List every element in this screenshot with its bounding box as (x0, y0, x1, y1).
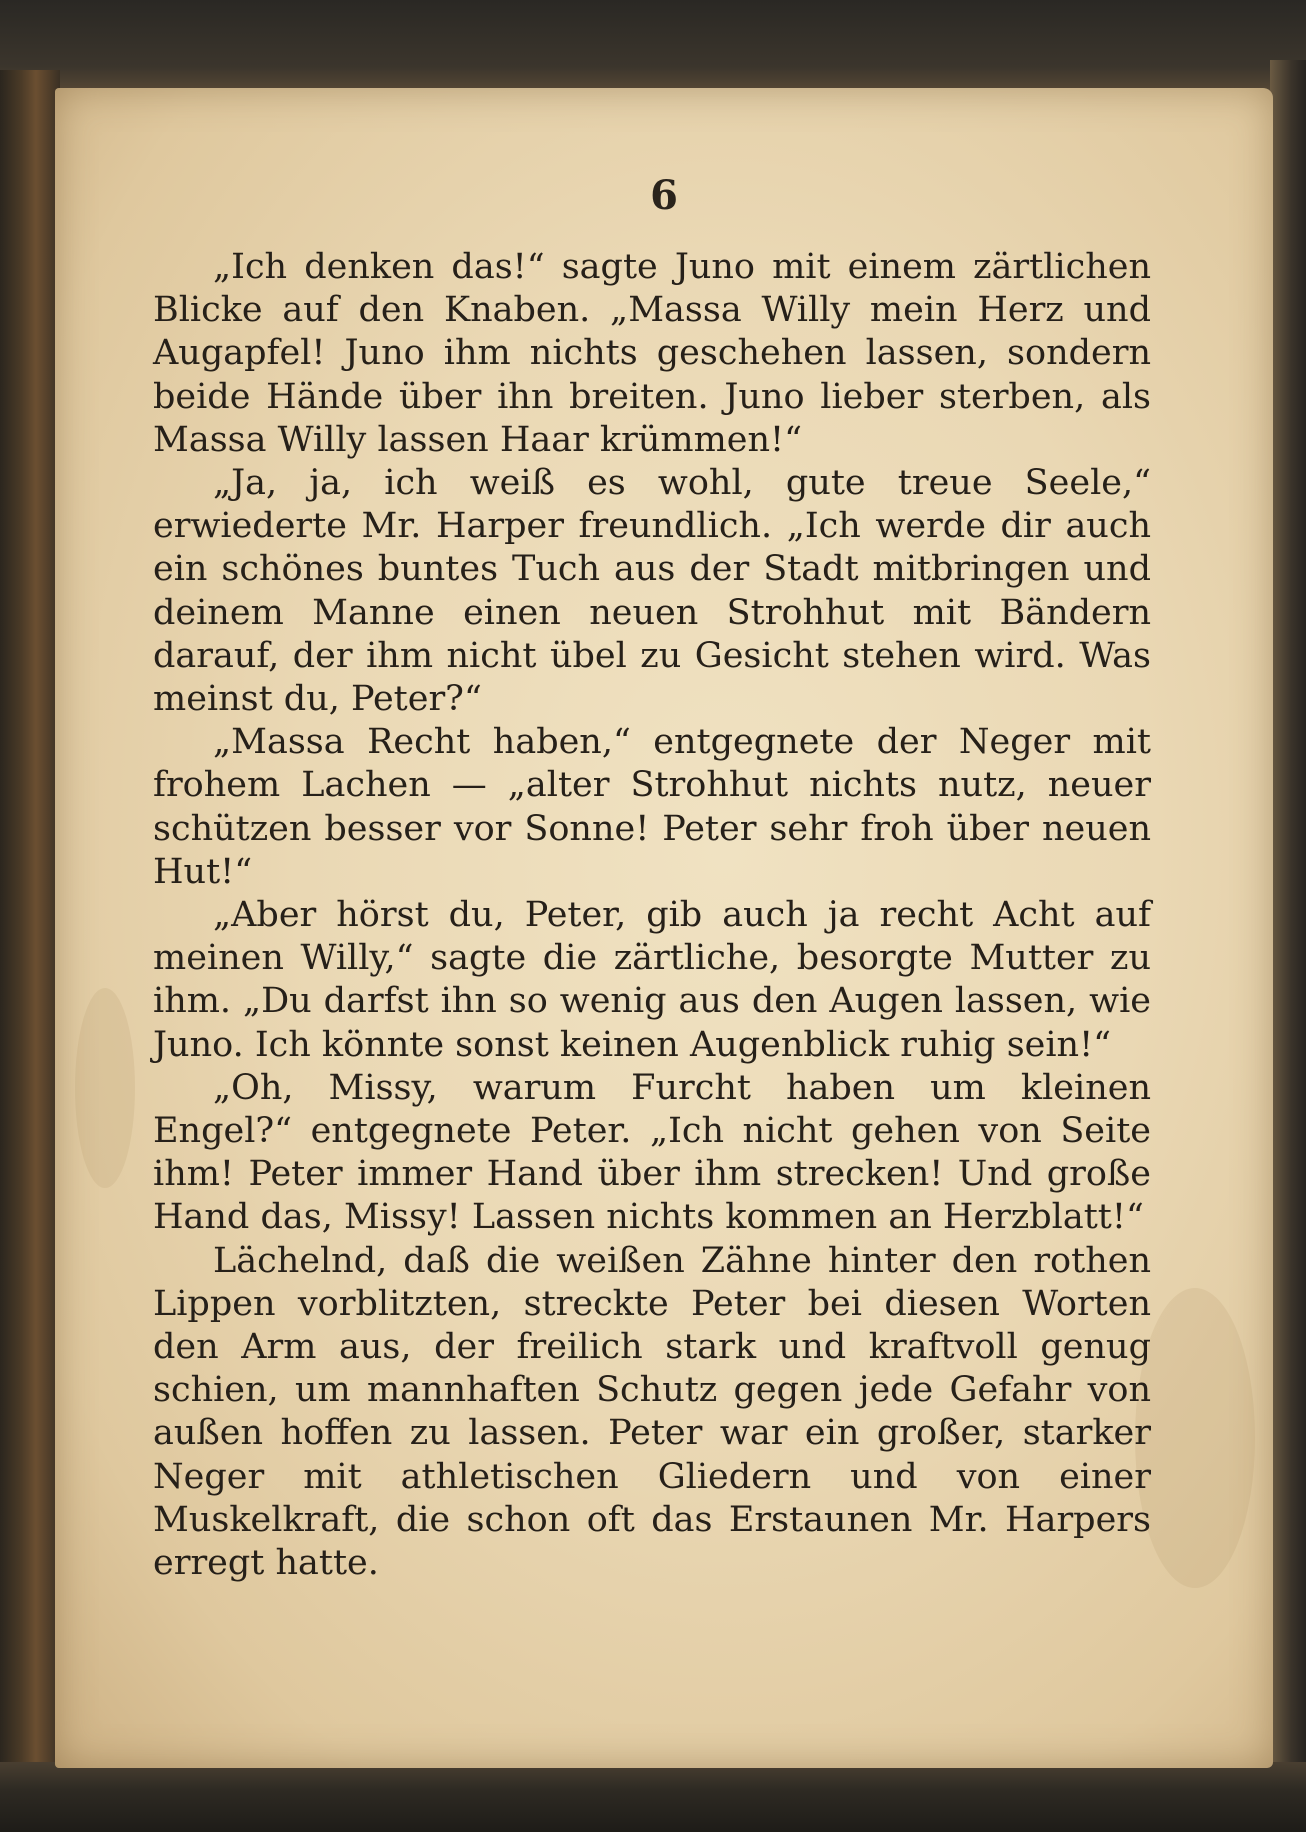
paragraph: „Ich denken das!“ sagte Juno mit einem zärtlichen Blicke auf den Knaben. „Massa Willy mein Herz und Augapfel! Juno ihm nichts geschehen lassen, sondern beide Hände über ihn breiten. Juno lieber sterben, als Massa Willy lassen Haar krümmen!“ (153, 247, 1151, 460)
paragraph: „Massa Recht haben,“ entgegnete der Neger mit frohem Lachen — „alter Strohhut nichts nutz, neuer schützen besser vor Sonne! Peter sehr froh über neuen Hut!“ (153, 722, 1151, 892)
paragraph: „Oh, Missy, warum Furcht haben um kleinen Engel?“ entgegnete Peter. „Ich nicht gehen von Seite ihm! Peter immer Hand über ihm strecken! Und große Hand das, Missy! Lassen nichts kommen an Herzblatt!“ (153, 1067, 1151, 1238)
paper-stain (75, 988, 135, 1188)
paragraph: Lächelnd, daß die weißen Zähne hinter den rothen Lippen vorblitzten, streckte Peter bei diesen Worten den Arm aus, der freilich stark und kraftvoll genug schien, um mannhaften Schutz gegen jede Gefahr von außen hoffen zu lassen. Peter war ein großer, starker Neger mit athletischen Gliedern und von einer Muskelkraft, die schon oft das Erstaunen Mr. Harpers erregt hatte. (153, 1240, 1151, 1584)
body-text (153, 246, 1151, 1585)
paragraph: „Aber hörst du, Peter, gib auch ja recht Acht auf meinen Willy,“ sagte die zärtliche, besorgte Mutter zu ihm. „Du darfst ihn so wenig aus den Augen lassen, wie Juno. Ich könnte sonst keinen Augenblick ruhig sein!“ (153, 895, 1151, 1065)
book-page (55, 88, 1273, 1768)
book-cover-bottom-edge (0, 1762, 1306, 1832)
page-number: 6 (650, 172, 678, 219)
book-binding (0, 70, 60, 1770)
paper-stain (1135, 1288, 1255, 1588)
book-cover-top-edge (0, 0, 1306, 95)
book-cover-right-edge (1270, 60, 1306, 1800)
paragraph: „Ja, ja, ich weiß es wohl, gute treue Seele,“ erwiederte Mr. Harper freundlich. „Ich werde dir auch ein schönes buntes Tuch aus der Stadt mitbringen und deinem Manne einen neuen Strohhut mit Bändern darauf, der ihm nicht übel zu Gesicht stehen wird. Was meinst du, Peter?“ (153, 463, 1151, 720)
